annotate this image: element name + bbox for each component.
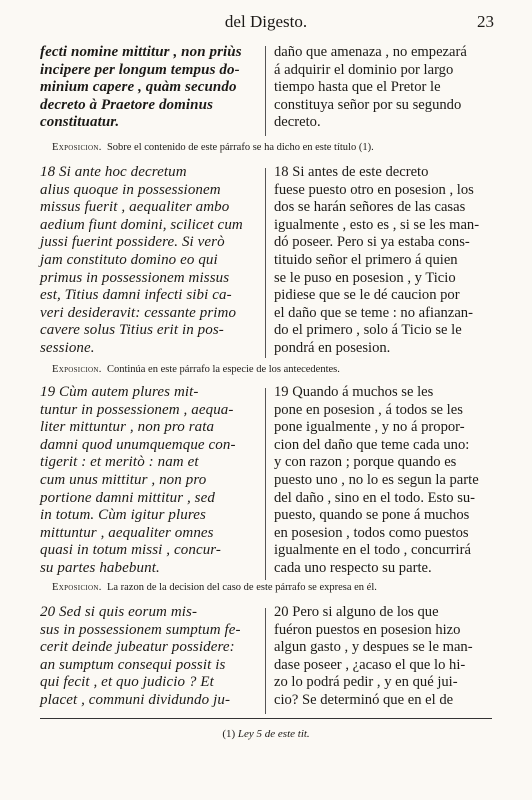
text-line: do el primero , solo á Ticio se le [274, 322, 462, 339]
text-line: fuese puesto otro en posesion , los [274, 181, 474, 198]
spanish-column [274, 44, 492, 132]
text-line: dos se harán señores de las casas [274, 199, 466, 216]
text-line: tigerit : et meritò : nam et [40, 454, 199, 471]
spanish-column [274, 604, 492, 710]
text-line: zo lo podrá pedir , y en qué jui- [274, 674, 458, 691]
text-line: puesto, quando se pone á muchos [274, 507, 470, 524]
text-line: fecti nomine mittitur , non priùs [40, 44, 242, 60]
text-line: dase poseer , ¿acaso el que lo hi- [274, 656, 466, 673]
text-line: missus fuerit , aequaliter ambo [40, 199, 230, 216]
text-line: pidiese que se le dé caucion por [274, 287, 460, 304]
section-top [40, 44, 492, 132]
text-line: decreto à Praetore dominus [40, 96, 214, 113]
text-line: sessione. [40, 339, 95, 356]
text-line: y con razon ; porque quando es [274, 454, 457, 471]
exposition-label: Exposicion. [52, 142, 102, 153]
text-line: pondrá en posesion. [274, 339, 391, 356]
exposition-note [52, 364, 492, 375]
text-line: cion del daño que teme cada uno: [274, 436, 470, 453]
text-line: 18 Si antes de este decreto [274, 164, 429, 180]
text-line: dó poseer. Pero si ya estaba cons- [274, 234, 470, 251]
text-line: cum unus mittitur , non pro [40, 471, 207, 488]
text-line: portione damni mittitur , sed [40, 489, 215, 506]
exposition-text: La razon de la decision del caso de este párrafo se expresa en él. [106, 582, 377, 593]
text-line: tiempo hasta que el Pretor le [274, 79, 441, 96]
text-line: igualmente en el todo , concurrirá [274, 542, 471, 559]
text-line: cada uno respecto su parte. [274, 559, 432, 576]
text-line: primus in possessionem missus [40, 269, 230, 286]
text-line: minium capere , quàm secundo [40, 79, 237, 96]
text-line: fuéron puestos en posesion hizo [274, 621, 461, 638]
text-line: su partes habebunt. [40, 559, 160, 576]
text-line: igualmente , esto es , si se les man- [274, 216, 480, 233]
text-line: liter mittuntur , non pro rata [40, 419, 215, 436]
text-line: veri desideravit: cessante primo [40, 304, 237, 321]
text-line: daño que amenaza , no empezará [274, 44, 467, 60]
footnote-text: Ley 5 de este tit. [237, 728, 310, 740]
page-number: 23 [477, 12, 494, 31]
text-line: quasi in totum missi , concur- [40, 542, 222, 559]
section-20 [40, 604, 492, 710]
column-divider [265, 46, 266, 136]
spanish-column [274, 384, 492, 578]
text-line: jam constituto domino eo qui [40, 251, 218, 268]
footnote-rule [40, 718, 492, 719]
text-line: pone igualmente , y no á propor- [274, 419, 465, 436]
text-line: el daño que se teme : no afianzan- [274, 304, 473, 321]
text-line: cerit deinde jubeatur possidere: [40, 639, 235, 656]
running-title: del Digesto. [224, 12, 308, 31]
text-line: est, Titius damni infecti sibi ca- [40, 287, 232, 304]
text-line: 20 Sed si quis eorum mis- [40, 604, 198, 620]
text-line: placet , communi dividundo ju- [40, 691, 231, 708]
text-line: algun gasto , y despues se le man- [274, 639, 473, 656]
text-line: aedium fiunt domini, scilicet cum [40, 216, 243, 233]
latin-column [40, 604, 258, 710]
exposition-text: Continúa en este párrafo la especie de los antecedentes. [106, 364, 340, 375]
text-line: in totum. Cùm igitur plures [40, 507, 206, 524]
column-divider [265, 168, 266, 358]
text-line: jussi fuerint possidere. Si verò [40, 234, 225, 251]
column-divider [265, 388, 266, 580]
text-line: tituido señor el primero á quien [274, 251, 458, 268]
text-line: cio? Se determinó que en el de [274, 691, 454, 708]
text-line: qui fecit , et quo judicio ? Et [40, 674, 214, 691]
exposition-label: Exposicion. [52, 364, 102, 375]
text-line: constituatur. [40, 114, 120, 131]
text-line: an sumptum consequi possit is [40, 656, 226, 673]
text-line: tuntur in possessionem , aequa- [40, 401, 234, 418]
footnote [0, 728, 532, 740]
text-line: en posesion , todos como puestos [274, 524, 469, 541]
text-line: se le puso en posesion , y Ticio [274, 269, 456, 286]
text-line: puesto uno , no lo es segun la parte [274, 471, 479, 488]
column-divider [265, 608, 266, 714]
text-line: decreto. [274, 114, 321, 131]
exposition-note [52, 582, 492, 593]
exposition-label: Exposicion. [52, 582, 102, 593]
text-line: sus in possessionem sumptum fe- [40, 621, 241, 638]
latin-column [40, 384, 258, 578]
latin-column [40, 164, 258, 358]
text-line: 20 Pero si alguno de los que [274, 604, 439, 620]
text-line: pone en posesion , á todos se les [274, 401, 463, 418]
section-19 [40, 384, 492, 578]
text-line: incipere per longum tempus do- [40, 61, 240, 78]
text-line: constituya señor por su segundo [274, 96, 462, 113]
latin-column [40, 44, 258, 132]
text-line: 19 Cùm autem plures mit- [40, 384, 199, 400]
text-line: del daño , sino en el todo. Esto su- [274, 489, 476, 506]
text-line: á adquirir el dominio por largo [274, 61, 454, 78]
exposition-text: Sobre el contenido de este párrafo se ha dicho en este título (1). [106, 142, 374, 153]
text-line: 18 Si ante hoc decretum [40, 164, 187, 180]
text-line: mittuntur , aequaliter omnes [40, 524, 214, 541]
page-header [0, 10, 532, 34]
footnote-marker: (1) [222, 728, 236, 740]
exposition-note [52, 142, 492, 153]
text-line: alius quoque in possessionem [40, 181, 221, 198]
section-18 [40, 164, 492, 358]
text-line: damni quod unumquemque con- [40, 436, 236, 453]
spanish-column [274, 164, 492, 358]
text-line: 19 Quando á muchos se les [274, 384, 434, 400]
text-line: cavere solus Titius erit in pos- [40, 322, 224, 339]
